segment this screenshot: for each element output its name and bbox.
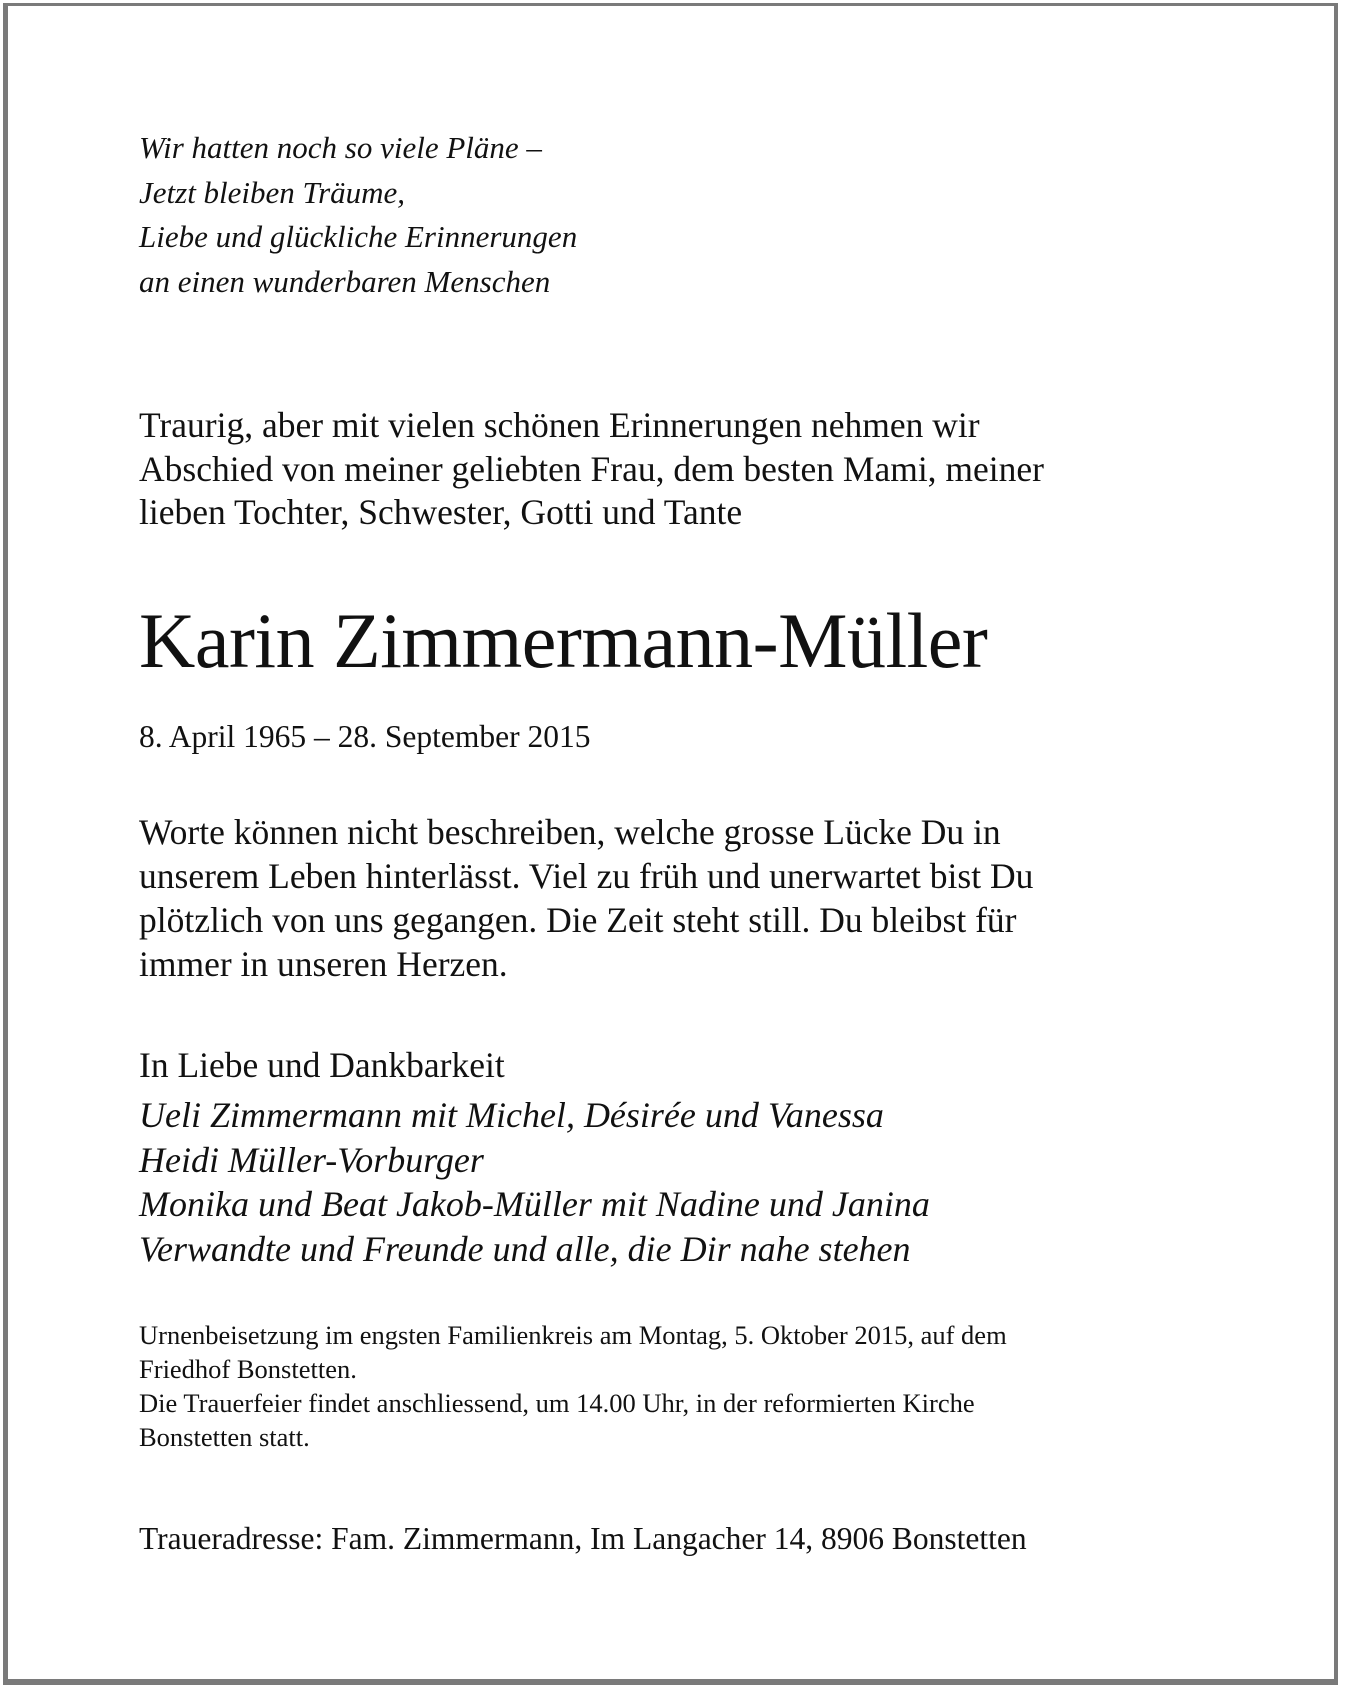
mourner-line: Verwandte und Freunde und alle, die Dir nahe stehen [139,1228,911,1269]
intro-line: Traurig, aber mit vielen schönen Erinnerungen nehmen wir [139,405,980,445]
tribute-line: plötzlich von uns gegangen. Die Zeit steht still. Du bleibst für [139,900,1017,940]
motto-verse [139,126,577,304]
tribute-line: immer in unseren Herzen. [139,944,508,984]
motto-line: an einen wunderbaren Menschen [139,263,551,299]
tribute-line: Worte können nicht beschreiben, welche grosse Lücke Du in [139,812,1001,852]
notice-line: Friedhof Bonstetten. [139,1354,357,1384]
deceased-name: Karin Zimmermann-Müller [139,597,988,684]
motto-line: Wir hatten noch so viele Pläne – [139,130,542,165]
notice-line: Bonstetten statt. [139,1422,310,1452]
mourner-line: Monika und Beat Jakob-Müller mit Nadine und Janina [139,1184,930,1224]
mourner-line: Ueli Zimmermann mit Michel, Désirée und Vanessa [139,1095,884,1135]
life-dates: 8. April 1965 – 28. September 2015 [139,719,591,754]
mourner-line: Heidi Müller-Vorburger [139,1139,484,1180]
notice-line: Die Trauerfeier findet anschliessend, um 14.00 Uhr, in der reformierten Kirche [139,1388,975,1418]
intro-line: lieben Tochter, Schwester, Gotti und Tante [139,492,743,532]
intro-line: Abschied von meiner geliebten Frau, dem besten Mami, meiner [139,448,1044,489]
mourners-list [139,1093,930,1271]
notice-line: Urnenbeisetzung im engsten Familienkreis am Montag, 5. Oktober 2015, auf dem [139,1320,1007,1350]
tribute-line: unserem Leben hinterlässt. Viel zu früh und unerwartet bist Du [139,856,1034,896]
mourning-address: Traueradresse: Fam. Zimmermann, Im Langacher 14, 8906 Bonstetten [139,1521,1027,1556]
tribute-paragraph [139,810,1033,986]
motto-line: Jetzt bleiben Träume, [139,174,406,210]
intro-paragraph [139,404,1044,535]
motto-line: Liebe und glückliche Erinnerungen [139,219,578,254]
funeral-notice [139,1318,1007,1454]
closing-thanks: In Liebe und Dankbarkeit [139,1045,505,1085]
